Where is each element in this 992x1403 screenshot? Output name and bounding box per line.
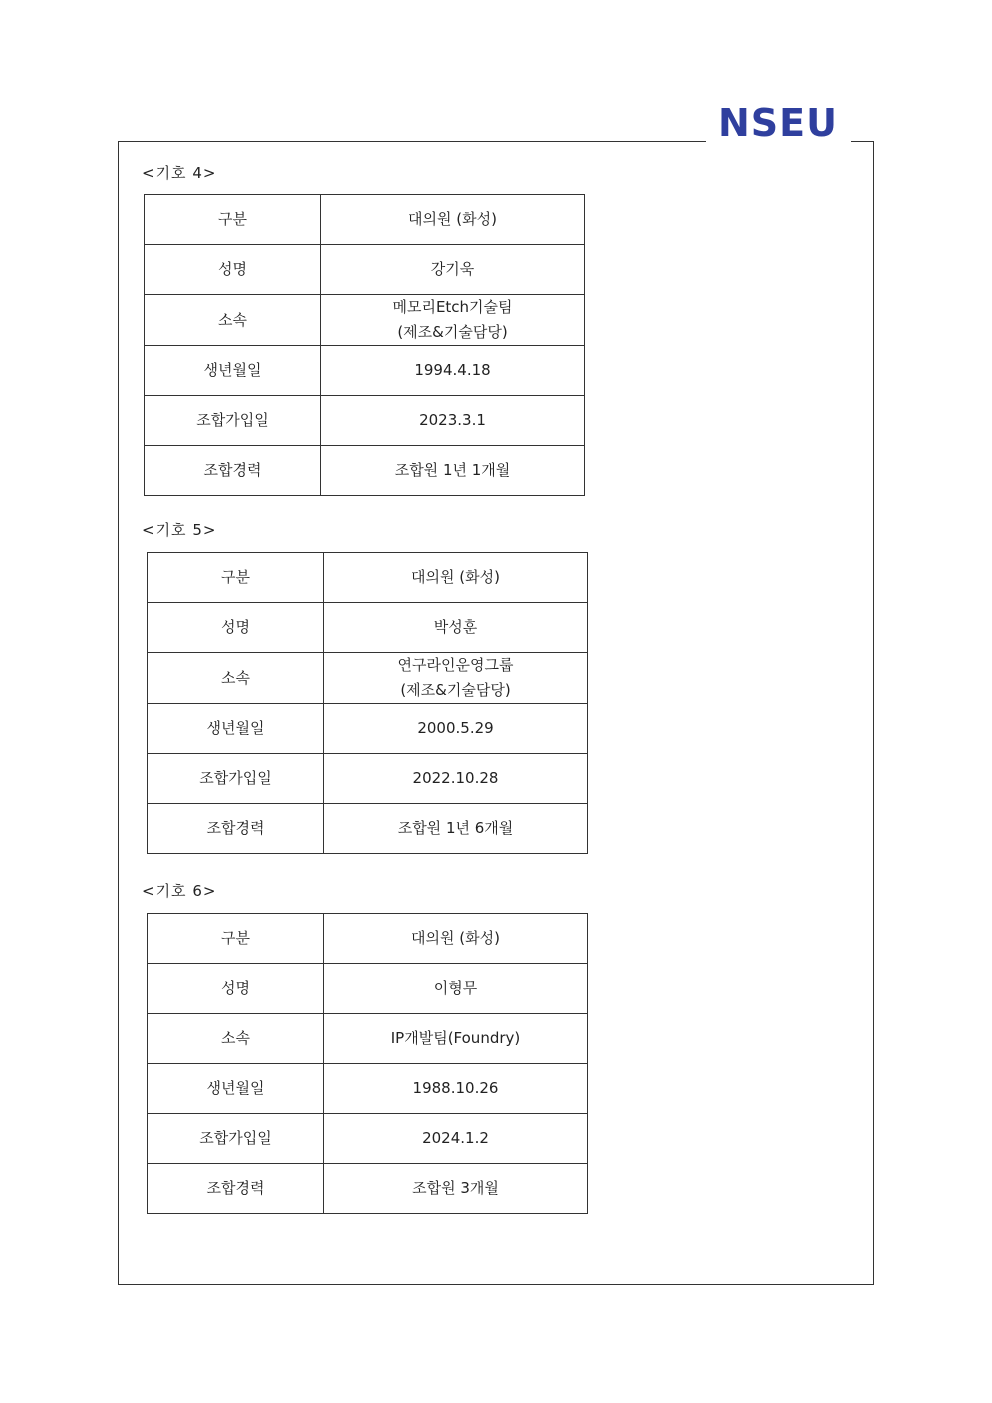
- affiliation-line: (제조&기술담당): [397, 323, 508, 341]
- table-row: [148, 1164, 588, 1214]
- row-value: 강기욱: [321, 245, 585, 295]
- row-label: 조합가입일: [145, 396, 321, 446]
- row-value: [324, 653, 588, 704]
- table-row: [148, 754, 588, 804]
- row-label: 조합경력: [148, 1164, 324, 1214]
- table-row: [145, 195, 585, 245]
- row-label: 조합경력: [145, 446, 321, 496]
- table-row: [145, 245, 585, 295]
- candidate-table: [147, 552, 588, 854]
- section-caption: <기호 6>: [142, 882, 217, 900]
- table-row: [145, 346, 585, 396]
- row-value: 이형무: [324, 964, 588, 1014]
- row-label: 성명: [148, 964, 324, 1014]
- row-label: 생년월일: [148, 1064, 324, 1114]
- row-value: 1994.4.18: [321, 346, 585, 396]
- table-row: [148, 704, 588, 754]
- row-value: 2022.10.28: [324, 754, 588, 804]
- table-row: [148, 804, 588, 854]
- table-row: [148, 653, 588, 704]
- table-row: [148, 1014, 588, 1064]
- table-row: [145, 446, 585, 496]
- row-label: 소속: [148, 1014, 324, 1064]
- row-value: 박성훈: [324, 603, 588, 653]
- row-label: 구분: [145, 195, 321, 245]
- row-value: 조합원 1년 1개월: [321, 446, 585, 496]
- row-label: 조합가입일: [148, 754, 324, 804]
- nseu-logo: NSEU: [718, 101, 838, 145]
- table-row: [145, 396, 585, 446]
- row-label: 생년월일: [145, 346, 321, 396]
- row-value: 대의원 (화성): [324, 914, 588, 964]
- row-label: 성명: [148, 603, 324, 653]
- row-label: 성명: [145, 245, 321, 295]
- affiliation-line: 메모리Etch기술팀: [392, 298, 513, 316]
- section-caption: <기호 5>: [142, 521, 217, 539]
- row-label: 소속: [145, 295, 321, 346]
- row-label: 조합가입일: [148, 1114, 324, 1164]
- row-label: 구분: [148, 914, 324, 964]
- row-value: 2024.1.2: [324, 1114, 588, 1164]
- candidate-table: [147, 913, 588, 1214]
- row-value: 2023.3.1: [321, 396, 585, 446]
- row-value: IP개발팀(Foundry): [324, 1014, 588, 1064]
- table-row: [148, 914, 588, 964]
- row-value: 2000.5.29: [324, 704, 588, 754]
- candidate-table: [144, 194, 585, 496]
- table-row: [148, 553, 588, 603]
- table-row: [145, 295, 585, 346]
- affiliation-line: 연구라인운영그룹: [397, 656, 514, 674]
- row-value: 대의원 (화성): [324, 553, 588, 603]
- row-label: 생년월일: [148, 704, 324, 754]
- row-value: [321, 295, 585, 346]
- row-label: 조합경력: [148, 804, 324, 854]
- row-label: 소속: [148, 653, 324, 704]
- table-row: [148, 603, 588, 653]
- row-value: 1988.10.26: [324, 1064, 588, 1114]
- table-row: [148, 964, 588, 1014]
- section-caption: <기호 4>: [142, 164, 217, 182]
- row-value: 대의원 (화성): [321, 195, 585, 245]
- row-value: 조합원 3개월: [324, 1164, 588, 1214]
- table-row: [148, 1114, 588, 1164]
- table-row: [148, 1064, 588, 1114]
- row-value: 조합원 1년 6개월: [324, 804, 588, 854]
- row-label: 구분: [148, 553, 324, 603]
- affiliation-line: (제조&기술담당): [400, 681, 511, 699]
